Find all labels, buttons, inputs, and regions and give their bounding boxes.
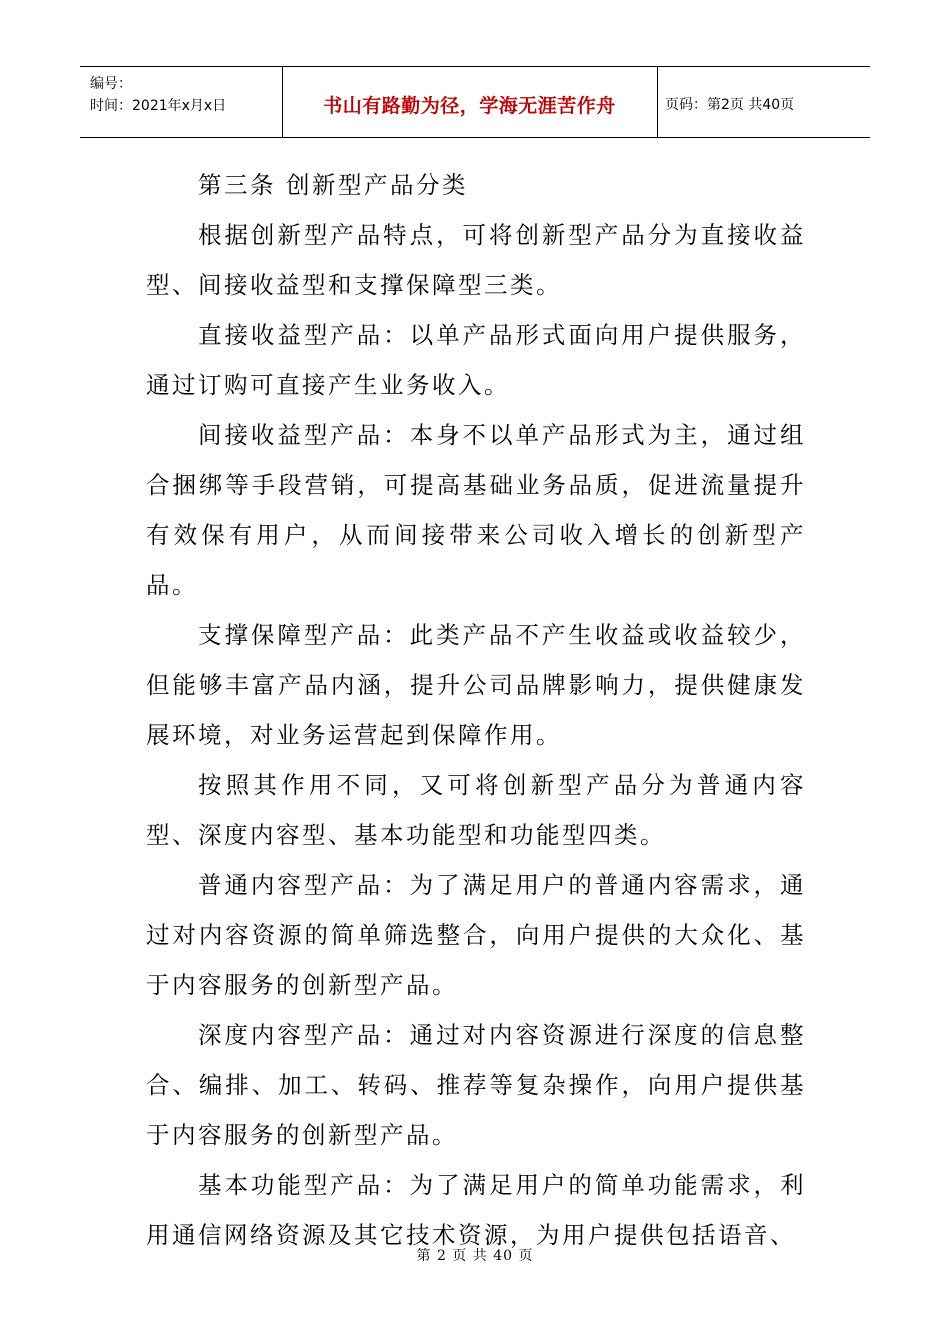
paragraph: 根据创新型产品特点，可将创新型产品分为直接收益型、间接收益型和支撑保障型三类。 bbox=[146, 221, 806, 299]
paragraph: 支撑保障型产品：此类产品不产生收益或收益较少，但能够丰富产品内涵，提升公司品牌影响力，提供健康发展环境，对业务运营起到保障作用。 bbox=[146, 621, 806, 749]
paragraph: 深度内容型产品：通过对内容资源进行深度的信息整合、编排、加工、转码、推荐等复杂操作，向用户提供基于内容服务的创新型产品。 bbox=[146, 1021, 806, 1149]
paragraph: 基本功能型产品：为了满足用户的简单功能需求，利用通信网络资源及其它技术资源，为用户提供包括语音、 bbox=[146, 1171, 806, 1249]
page-footer: 第 2 页 共 40 页 bbox=[416, 1248, 534, 1264]
paragraph: 按照其作用不同，又可将创新型产品分为普通内容型、深度内容型、基本功能型和功能型四类。 bbox=[146, 771, 806, 849]
paragraph: 直接收益型产品：以单产品形式面向用户提供服务，通过订购可直接产生业务收入。 bbox=[146, 321, 806, 399]
page-header bbox=[80, 66, 870, 138]
document-time-label: 时间：2021年x月x日 bbox=[90, 98, 227, 114]
section-heading: 第三条 创新型产品分类 bbox=[198, 171, 468, 199]
paragraph: 普通内容型产品：为了满足用户的普通内容需求，通过对内容资源的简单筛选整合，向用户提供的大众化、基于内容服务的创新型产品。 bbox=[146, 871, 806, 999]
paragraph: 间接收益型产品：本身不以单产品形式为主，通过组合捆绑等手段营销，可提高基础业务品质，促进流量提升有效保有用户，从而间接带来公司收入增长的创新型产品。 bbox=[146, 421, 806, 599]
header-divider bbox=[657, 67, 658, 137]
header-page-number: 页码：第2页 共40页 bbox=[665, 97, 795, 113]
header-meta bbox=[90, 73, 226, 117]
document-body bbox=[146, 160, 806, 1260]
header-motto: 书山有路勤为径，学海无涯苦作舟 bbox=[323, 95, 616, 117]
document-number-label: 编号： bbox=[90, 76, 132, 92]
